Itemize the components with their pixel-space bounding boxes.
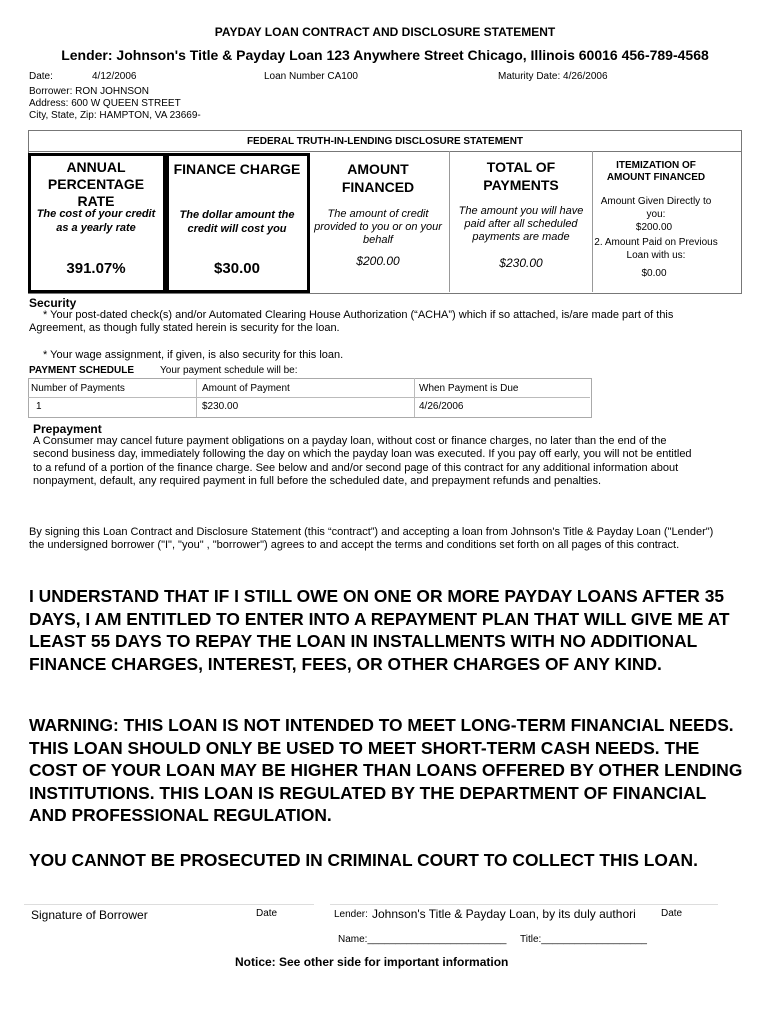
payment-schedule-label: PAYMENT SCHEDULE [29,365,135,376]
amount-financed-value: $200.00 [356,254,400,268]
schedule-header-number: Number of Payments [31,383,125,394]
agreement-text: By signing this Loan Contract and Disclosure Statement (this “contract”) and accepting a loan from Johnson's Title & Payday Loan ("Lender") the undersigned borrower ("I", "you" , "borrower") agrees to and accept the terms and conditions set forth on all pages of this contract. [29,526,714,552]
footer-notice: Notice: See other side for important information [235,955,509,969]
schedule-cell-number: 1 [36,401,42,412]
lender-date-label: Date [661,908,683,919]
finance-charge-value: $30.00 [214,260,260,277]
payment-schedule-note: Your payment schedule will be: [160,365,298,376]
schedule-header-amount: Amount of Payment [202,383,290,394]
tila-heading: FEDERAL TRUTH-IN-LENDING DISCLOSURE STATEMENT [246,136,524,147]
security-text-1: * Your post-dated check(s) and/or Automated Clearing House Authorization (“ACHA”) which if so attached, is/are made part of this Agreement, as though fully stated herein is security for the loan. [29,309,674,334]
schedule-cell-due: 4/26/2006 [419,401,464,412]
itemization-value1: $200.00 [635,222,673,233]
lender-line: Lender: Johnson's Title & Payday Loan 123 Anywhere Street Chicago, Illinois 60016 456-789-4568 [61,47,709,63]
column-divider [449,151,450,292]
date-value: 4/12/2006 [92,71,137,82]
date-label: Date: [29,71,53,82]
column-divider [592,151,593,292]
lender-signature-line [330,904,718,905]
finance-charge-desc: The dollar amount the credit will cost you [179,209,295,235]
lender-signature-value: Johnson's Title & Payday Loan, by its duly authori [372,907,636,921]
finance-charge-title: FINANCE CHARGE [173,161,301,177]
total-payments-value: $230.00 [499,256,543,270]
name-line: Name:_________________________ [338,934,507,945]
prosecution-notice: YOU CANNOT BE PROSECUTED IN CRIMINAL COURT TO COLLECT THIS LOAN. [29,850,698,870]
tila-heading-divider [28,151,742,152]
document-title: PAYDAY LOAN CONTRACT AND DISCLOSURE STATEMENT [214,25,556,39]
lender-label: Lender: [334,909,368,920]
itemization-line1: Amount Given Directly to you: [600,196,712,220]
borrower-city: City, State, Zip: HAMPTON, VA 23669- [29,110,201,121]
borrower-date-label: Date [256,908,278,919]
total-payments-desc: The amount you will have paid after all scheduled payments are made [458,205,584,243]
schedule-cell-amount: $230.00 [202,401,239,412]
signature-line [24,904,314,905]
prepayment-text: A Consumer may cancel future payment obligations on a payday loan, without cost or finance charges, no later than the end of the second business day, immediately following the day on which the payday loan was executed. If you pay off early, you will not be entitled to a refund of a portion of the finance charge. See below and and/or second page of this contract for any additional information about nonpayment, default, any required payment in full before the scheduled date, and prepayment refunds and penalties. [33,435,692,487]
apr-desc: The cost of your credit as a yearly rate [36,208,156,234]
schedule-col-divider [196,378,197,417]
itemization-line2: 2. Amount Paid on Previous Loan with us: [594,237,718,261]
apr-value: 391.07% [66,260,126,277]
borrower-signature-label: Signature of Borrower [31,908,148,922]
maturity-date: Maturity Date: 4/26/2006 [498,71,608,82]
amount-financed-title: AMOUNT FINANCED [341,161,415,195]
total-payments-title: TOTAL OF PAYMENTS [483,159,559,193]
schedule-col-divider [414,378,415,417]
borrower-name: Borrower: RON JOHNSON [29,86,150,97]
title-line: Title:___________________ [520,934,647,945]
apr-title: ANNUAL PERCENTAGE RATE [47,159,145,209]
loan-number: Loan Number CA100 [264,71,358,82]
itemization-value2: $0.00 [641,268,667,279]
warning-notice: WARNING: THIS LOAN IS NOT INTENDED TO MEET LONG-TERM FINANCIAL NEEDS. THIS LOAN SHOULD ONLY BE USED TO MEET SHORT-TERM CASH NEEDS. THE COST OF YOUR LOAN MAY BE HIGHER THAN LOANS OFFERED BY OTHER LENDING INSTITUTIONS. THIS LOAN IS REGULATED BY THE DEPARTMENT OF FINANCIAL AND PROFESSIONAL REGULATION. [29,715,743,825]
itemization-title: ITEMIZATION OF AMOUNT FINANCED [606,160,706,183]
security-text-2: * Your wage assignment, if given, is also security for this loan. [43,349,344,361]
prepayment-heading: Prepayment [33,422,102,436]
repayment-plan-notice: I UNDERSTAND THAT IF I STILL OWE ON ONE OR MORE PAYDAY LOANS AFTER 35 DAYS, I AM ENTITLED TO ENTER INTO A REPAYMENT PLAN THAT WILL GIVE ME AT LEAST 55 DAYS TO REPAY THE LOAN IN INSTALLMENTS WITH NO ADDITIONAL FINANCE CHARGES, INTEREST, FEES, OR OTHER CHARGES OF ANY KIND. [29,586,730,674]
borrower-address: Address: 600 W QUEEN STREET [29,98,181,109]
schedule-row-divider [28,397,590,398]
amount-financed-desc: The amount of credit provided to you or on your behalf [314,208,442,246]
schedule-header-due: When Payment is Due [419,383,519,394]
security-heading: Security [29,296,77,310]
